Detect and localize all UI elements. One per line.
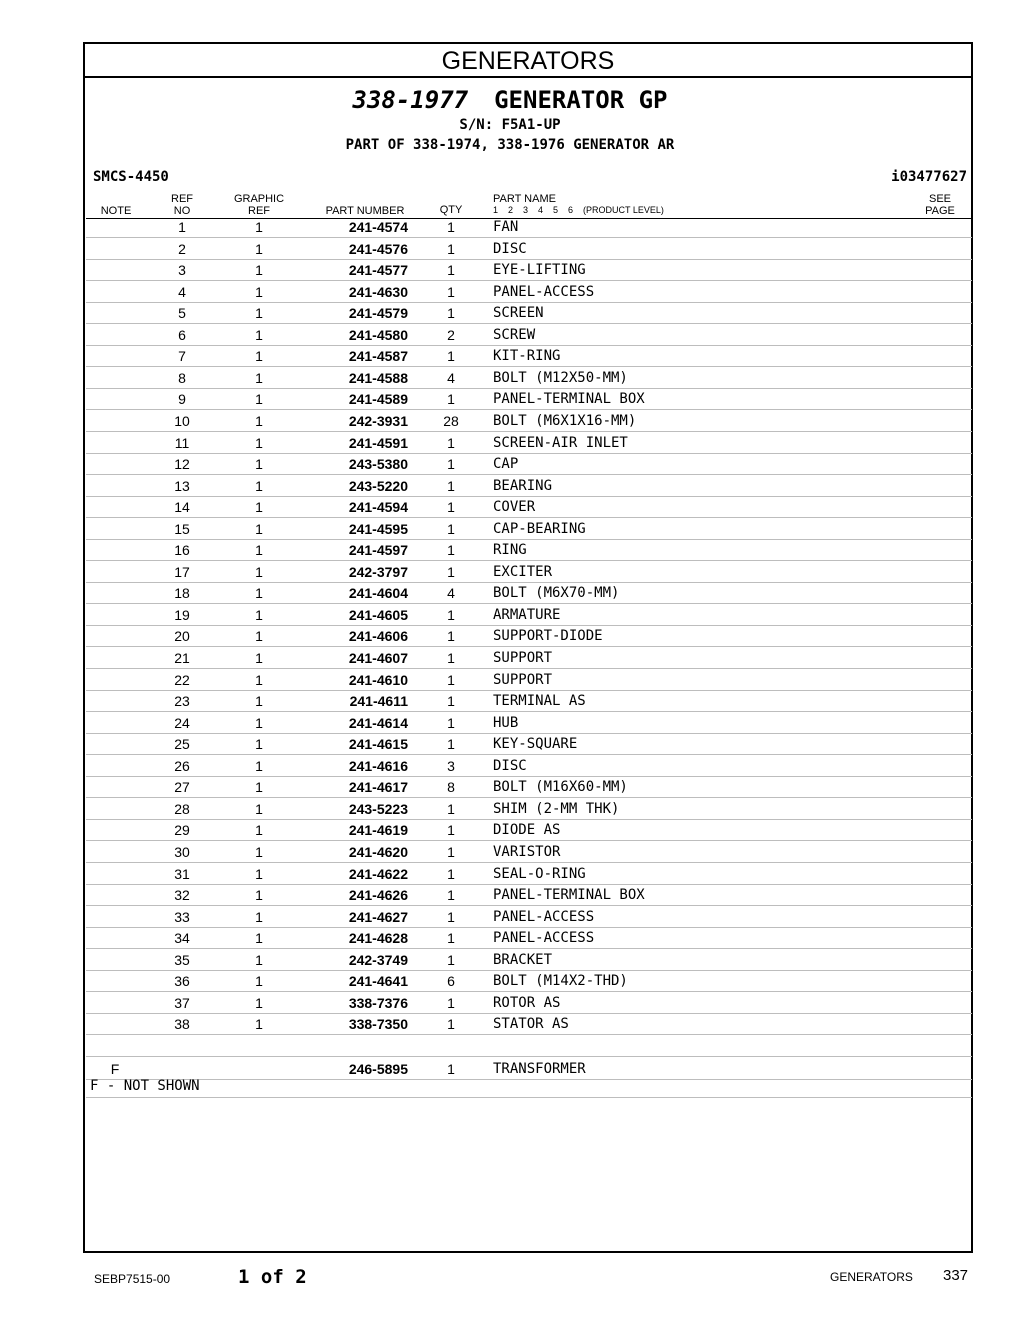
quantity: 1 [447, 714, 455, 731]
graphic-ref: 1 [255, 240, 263, 257]
ref-number: 11 [174, 434, 190, 451]
part-name: SUPPORT-DIODE [493, 628, 603, 645]
quantity: 1 [447, 908, 455, 925]
part-name: TRANSFORMER [493, 1061, 586, 1078]
part-number: 241-4580 [348, 326, 408, 343]
part-number: 241-4607 [348, 650, 408, 666]
part-name: HUB [493, 714, 519, 731]
document-id: SEBP7515-00 [94, 1272, 171, 1286]
ref-number: 27 [174, 779, 190, 796]
part-name: COVER [493, 499, 536, 516]
ref-number: 15 [174, 520, 190, 537]
graphic-ref: 1 [255, 714, 263, 731]
graphic-ref: 1 [255, 1016, 263, 1033]
header-see-bottom: PAGE [925, 205, 955, 217]
part-number: 241-4604 [348, 585, 408, 602]
ref-number: 25 [174, 736, 190, 753]
quantity: 1 [447, 1061, 455, 1078]
part-number: 243-5223 [348, 800, 408, 817]
ref-number: 19 [174, 606, 190, 623]
table-row [86, 540, 972, 561]
part-name: DIODE AS [493, 822, 561, 839]
part-number: 241-4594 [348, 499, 408, 516]
header-part-number: PART NUMBER [325, 205, 405, 217]
quantity: 1 [447, 219, 455, 235]
serial-number: S/N: F5A1-UP [459, 117, 561, 133]
table-row [86, 519, 972, 540]
quantity: 1 [447, 887, 455, 904]
ref-number: 23 [174, 693, 190, 710]
part-number: 241-4626 [348, 887, 408, 904]
graphic-ref: 1 [255, 499, 263, 516]
table-row [86, 648, 972, 669]
part-name: SCREEN [493, 305, 544, 322]
quantity: 1 [447, 477, 455, 494]
ref-number: 1 [178, 219, 186, 235]
part-name: DISC [493, 240, 527, 257]
part-name: SUPPORT [493, 671, 553, 688]
part-number: 243-5380 [348, 456, 408, 473]
graphic-ref: 1 [255, 779, 263, 796]
ref-number: 17 [174, 563, 190, 580]
graphic-ref: 1 [255, 326, 263, 343]
graphic-ref: 1 [255, 412, 263, 429]
graphic-ref: 1 [255, 606, 263, 623]
part-name: SHIM (2-MM THK) [493, 800, 620, 817]
ref-number: 9 [178, 391, 186, 408]
part-name: TERMINAL AS [493, 693, 586, 710]
ref-number: 6 [178, 326, 186, 343]
part-name: PANEL-ACCESS [493, 930, 595, 947]
part-name: EYE-LIFTING [493, 262, 586, 279]
ref-number: 24 [174, 714, 190, 731]
ref-number: 16 [174, 542, 190, 559]
part-name: SEAL-O-RING [493, 865, 586, 882]
ref-number: 4 [178, 283, 186, 300]
part-number: 241-4616 [348, 757, 408, 774]
table-row [86, 497, 972, 518]
part-name: SCREEN-AIR INLET [493, 434, 628, 451]
graphic-ref: 1 [255, 908, 263, 925]
ref-number: 31 [174, 865, 190, 882]
graphic-ref: 1 [255, 930, 263, 947]
header-see-top: SEE [928, 193, 951, 205]
part-name: ARMATURE [493, 606, 561, 623]
part-number: 241-4591 [348, 434, 408, 451]
part-number: 241-4579 [348, 305, 408, 322]
graphic-ref: 1 [255, 757, 263, 774]
part-number: 241-4605 [348, 606, 408, 623]
graphic-ref: 1 [255, 650, 263, 666]
table-row [86, 907, 972, 928]
table-row [86, 368, 972, 389]
table-row [86, 950, 972, 971]
smcs-code: SMCS-4450 [93, 169, 169, 185]
ref-number: 22 [174, 671, 190, 688]
footnote: F - NOT SHOWN [90, 1078, 200, 1094]
quantity: 1 [447, 499, 455, 516]
quantity: 1 [447, 456, 455, 473]
table-row [86, 820, 972, 841]
header-product-level: 1 2 3 4 5 6 (PRODUCT LEVEL) [493, 205, 664, 215]
part-name: BRACKET [493, 951, 553, 968]
part-number: 241-4619 [348, 822, 408, 839]
part-number: 338-7376 [348, 994, 408, 1011]
part-number: 243-5220 [348, 477, 408, 494]
table-row [86, 777, 972, 798]
illustration-id: i03477627 [891, 169, 967, 185]
table-row [86, 239, 972, 260]
part-name: ROTOR AS [493, 994, 561, 1011]
quantity: 8 [447, 779, 455, 796]
ref-number: 21 [174, 650, 190, 666]
quantity: 1 [447, 628, 455, 645]
header-qty: QTY [439, 204, 463, 216]
quantity: 4 [447, 585, 455, 602]
quantity: 1 [447, 865, 455, 882]
part-number: 241-4641 [348, 973, 408, 990]
quantity: 1 [447, 262, 455, 279]
part-name: SCREW [493, 326, 536, 343]
graphic-ref: 1 [255, 628, 263, 645]
graphic-ref: 1 [255, 520, 263, 537]
part-number: 241-4611 [349, 693, 408, 710]
part-number: 241-4627 [348, 908, 408, 925]
footnote-rule [86, 1097, 972, 1098]
part-number: 241-4622 [348, 865, 408, 882]
ref-number: 13 [174, 477, 190, 494]
table-row [86, 260, 972, 281]
table-row [86, 993, 972, 1014]
quantity: 1 [447, 650, 455, 666]
part-name: BOLT (M6X70-MM) [493, 585, 620, 602]
graphic-ref: 1 [255, 887, 263, 904]
graphic-ref: 1 [255, 456, 263, 473]
ref-number: 32 [174, 887, 190, 904]
table-row [86, 217, 972, 238]
part-name: CAP-BEARING [493, 520, 586, 537]
part-number: 241-4606 [348, 628, 408, 645]
quantity: 1 [447, 606, 455, 623]
part-number: 241-4595 [348, 520, 408, 537]
table-row [86, 756, 972, 777]
part-name: DISC [493, 757, 527, 774]
header-ref-top: REF [171, 193, 193, 205]
part-of-line: PART OF 338-1974, 338-1976 GENERATOR AR [345, 137, 675, 153]
table-row [86, 734, 972, 755]
ref-number: 14 [174, 499, 190, 516]
graphic-ref: 1 [255, 994, 263, 1011]
graphic-ref: 1 [255, 822, 263, 839]
part-number: 241-4628 [348, 930, 408, 947]
table-row [86, 1014, 972, 1035]
quantity: 1 [447, 240, 455, 257]
part-name: STATOR AS [493, 1016, 569, 1033]
ref-number: 7 [178, 348, 186, 365]
graphic-ref: 1 [255, 262, 263, 279]
quantity: 2 [447, 326, 455, 343]
page-number: 337 [943, 1267, 969, 1284]
ref-number: 30 [174, 843, 190, 860]
part-name: RING [493, 542, 527, 559]
table-row [86, 346, 972, 367]
part-number: 241-4589 [348, 391, 408, 408]
part-number: 241-4617 [348, 779, 408, 796]
ref-number: 18 [174, 585, 190, 602]
quantity: 28 [443, 412, 459, 429]
table-row [86, 626, 972, 647]
graphic-ref: 1 [255, 542, 263, 559]
graphic-ref: 1 [255, 843, 263, 860]
part-number: 241-4597 [348, 542, 408, 559]
quantity: 1 [447, 563, 455, 580]
part-name: SUPPORT [493, 650, 553, 666]
graphic-ref: 1 [255, 736, 263, 753]
table-row [86, 1059, 972, 1080]
ref-number: 3 [178, 262, 186, 279]
header-part-name: PART NAME [493, 193, 556, 205]
part-number: 241-4615 [348, 736, 408, 753]
quantity: 6 [447, 973, 455, 990]
table-row [86, 670, 972, 691]
header-graphic-bottom: REF [248, 205, 270, 217]
table-row [86, 842, 972, 863]
part-name: CAP [493, 456, 519, 473]
ref-number: 36 [174, 973, 190, 990]
table-row [86, 971, 972, 992]
part-name: KIT-RING [493, 348, 561, 365]
quantity: 1 [447, 822, 455, 839]
table-row [86, 864, 972, 885]
part-number: 241-4610 [348, 671, 408, 688]
header-graphic-top: GRAPHIC [233, 193, 285, 205]
quantity: 1 [447, 348, 455, 365]
group-name: GENERATOR GP [494, 86, 668, 114]
graphic-ref: 1 [255, 951, 263, 968]
part-number: 241-4614 [348, 714, 408, 731]
footer-section-name: GENERATORS [830, 1270, 913, 1284]
ref-number: 8 [178, 369, 186, 386]
quantity: 1 [447, 391, 455, 408]
table-row [86, 713, 972, 734]
part-number: 241-4587 [348, 348, 408, 365]
ref-number: 37 [174, 994, 190, 1011]
part-number: 241-4630 [348, 283, 408, 300]
quantity: 1 [447, 434, 455, 451]
table-row [86, 928, 972, 949]
table-row [86, 799, 972, 820]
table-row [86, 562, 972, 583]
quantity: 1 [447, 994, 455, 1011]
table-row [86, 303, 972, 324]
header-ref-bottom: NO [173, 205, 191, 217]
quantity: 1 [447, 736, 455, 753]
quantity: 1 [447, 951, 455, 968]
graphic-ref: 1 [255, 369, 263, 386]
part-number: 246-5895 [348, 1061, 408, 1078]
table-row [86, 454, 972, 475]
ref-number: 20 [174, 628, 190, 645]
group-number: 338-1977 [352, 86, 469, 114]
graphic-ref: 1 [255, 283, 263, 300]
quantity: 1 [447, 800, 455, 817]
part-number: 241-4576 [348, 240, 408, 257]
quantity: 1 [447, 930, 455, 947]
table-row [86, 885, 972, 906]
table-row [86, 691, 972, 712]
part-number: 241-4577 [348, 262, 408, 279]
ref-number: 29 [174, 822, 190, 839]
quantity: 1 [447, 283, 455, 300]
table-row [86, 1036, 972, 1057]
part-name: BOLT (M12X50-MM) [493, 369, 628, 386]
graphic-ref: 1 [255, 348, 263, 365]
graphic-ref: 1 [255, 563, 263, 580]
graphic-ref: 1 [255, 693, 263, 710]
part-name: VARISTOR [493, 843, 561, 860]
group-title [0, 86, 1020, 114]
part-number: 338-7350 [348, 1016, 408, 1033]
ref-number: 38 [174, 1016, 190, 1033]
part-number: 241-4588 [348, 369, 408, 386]
header-note: NOTE [100, 205, 132, 217]
ref-number: 5 [178, 305, 186, 322]
section-title: GENERATORS [85, 44, 971, 78]
part-name: KEY-SQUARE [493, 736, 578, 753]
ref-number: 35 [174, 951, 190, 968]
quantity: 1 [447, 843, 455, 860]
table-row [86, 411, 972, 432]
table-row [86, 433, 972, 454]
graphic-ref: 1 [255, 477, 263, 494]
quantity: 1 [447, 1016, 455, 1033]
part-number: 241-4620 [348, 843, 408, 860]
ref-number: 2 [178, 240, 186, 257]
part-name: EXCITER [493, 563, 553, 580]
table-row [86, 389, 972, 410]
quantity: 1 [447, 520, 455, 537]
quantity: 1 [447, 671, 455, 688]
graphic-ref: 1 [255, 800, 263, 817]
part-name: BOLT (M6X1X16-MM) [493, 412, 637, 429]
ref-number: 12 [174, 456, 190, 473]
graphic-ref: 1 [255, 973, 263, 990]
table-row [86, 605, 972, 626]
part-name: FAN [493, 219, 519, 235]
graphic-ref: 1 [255, 585, 263, 602]
part-name: PANEL-TERMINAL BOX [493, 887, 645, 904]
graphic-ref: 1 [255, 434, 263, 451]
table-row [86, 583, 972, 604]
graphic-ref: 1 [255, 865, 263, 882]
ref-number: 10 [174, 412, 190, 429]
quantity: 1 [447, 305, 455, 322]
graphic-ref: 1 [255, 391, 263, 408]
quantity: 3 [447, 757, 455, 774]
graphic-ref: 1 [255, 219, 263, 235]
table-row [86, 325, 972, 346]
graphic-ref: 1 [255, 305, 263, 322]
quantity: 1 [447, 542, 455, 559]
part-name: PANEL-TERMINAL BOX [493, 391, 645, 408]
part-number: 242-3797 [348, 563, 408, 580]
part-name: PANEL-ACCESS [493, 283, 595, 300]
part-name: BOLT (M14X2-THD) [493, 973, 628, 990]
page-of: 1 of 2 [238, 1266, 307, 1288]
ref-number: 33 [174, 908, 190, 925]
part-number: 241-4574 [348, 219, 408, 235]
graphic-ref: 1 [255, 671, 263, 688]
ref-number: 34 [174, 930, 190, 947]
quantity: 1 [447, 693, 455, 710]
ref-number: 26 [174, 757, 190, 774]
part-number: 242-3749 [348, 951, 408, 968]
part-name: BEARING [493, 477, 553, 494]
table-row [86, 476, 972, 497]
part-number: 242-3931 [348, 412, 408, 429]
quantity: 4 [447, 369, 455, 386]
ref-number: 28 [174, 800, 190, 817]
table-row [86, 282, 972, 303]
part-name: PANEL-ACCESS [493, 908, 595, 925]
note-cell: F [110, 1061, 120, 1078]
part-name: BOLT (M16X60-MM) [493, 779, 628, 796]
